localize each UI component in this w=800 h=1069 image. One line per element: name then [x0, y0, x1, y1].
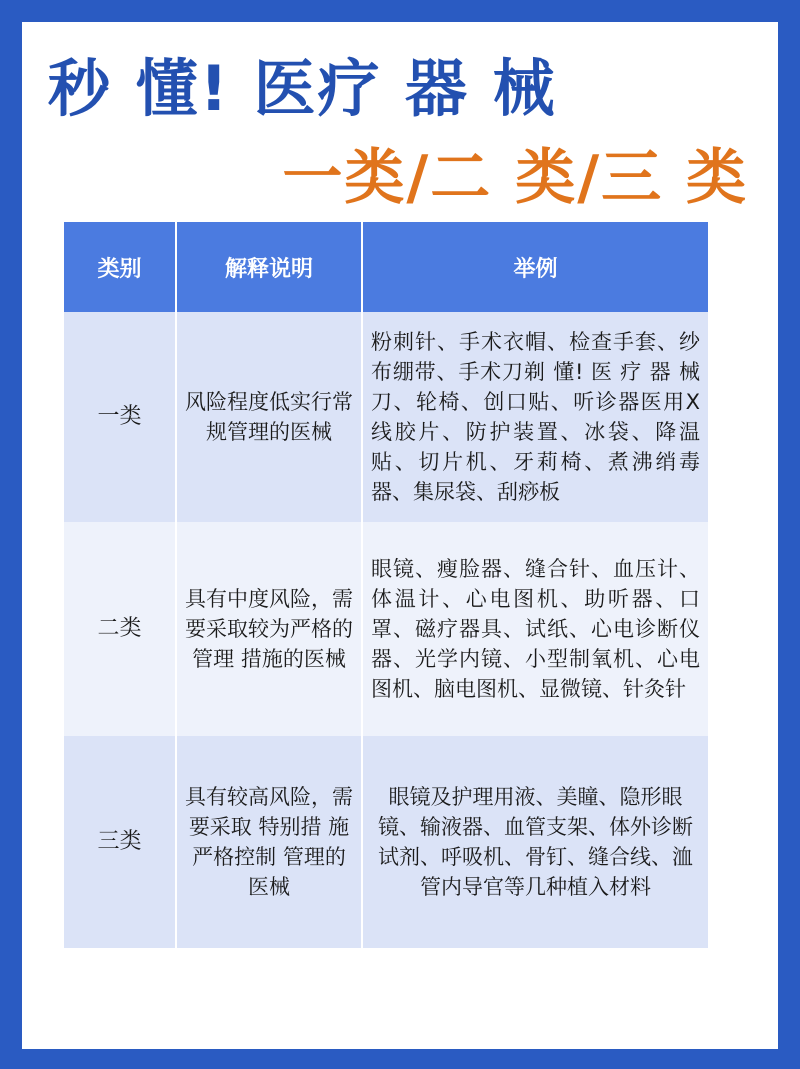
- table-row: [64, 522, 708, 736]
- table-row: [64, 312, 708, 522]
- row-examples: 眼镜、瘦脸器、缝合针、血压计、体温计、心电图机、助听器、口罩、磁疗器具、试纸、心电诊断仪器、光学内镜、小型制氧机、心电图机、脑电图机、显微镜、针灸针: [362, 522, 708, 736]
- row-description: 具有较高风险，需要采取 特别措 施 严格控制 管理的医械: [176, 736, 362, 948]
- row-category: 三类: [64, 736, 176, 948]
- table-header-row: [64, 222, 708, 312]
- row-category: 二类: [64, 522, 176, 736]
- table-row: [64, 736, 708, 948]
- row-category: 一类: [64, 312, 176, 522]
- row-description: 风险程度低实行常规管理的医械: [176, 312, 362, 522]
- header-category: 类别: [64, 222, 176, 312]
- row-examples: 眼镜及护理用液、美瞳、隐形眼镜、输液器、血管支架、体外诊断试剂、呼吸机、骨钉、缝合线、洫管内导官等几种植入材料: [362, 736, 708, 948]
- header-examples: 举例: [362, 222, 708, 312]
- row-examples: 粉刺针、手术衣帽、检查手套、纱布绷带、手术刀剃 懂! 医 疗 器 械刀、轮椅、创口贴、听诊器医用X线胶片、防护装置、冰袋、降温贴、切片机、牙莉椅、煮沸绡毒器、集尿袋、刮痧板: [362, 312, 708, 522]
- classification-table: [64, 222, 708, 948]
- title-line-1: 秒 懂! 医疗 器 械: [48, 52, 557, 125]
- title-line-2: 一类/二 类/三 类: [282, 143, 748, 213]
- row-description: 具有中度风险，需 要采取较为严格的管理 措施的医械: [176, 522, 362, 736]
- header-description: 解释说明: [176, 222, 362, 312]
